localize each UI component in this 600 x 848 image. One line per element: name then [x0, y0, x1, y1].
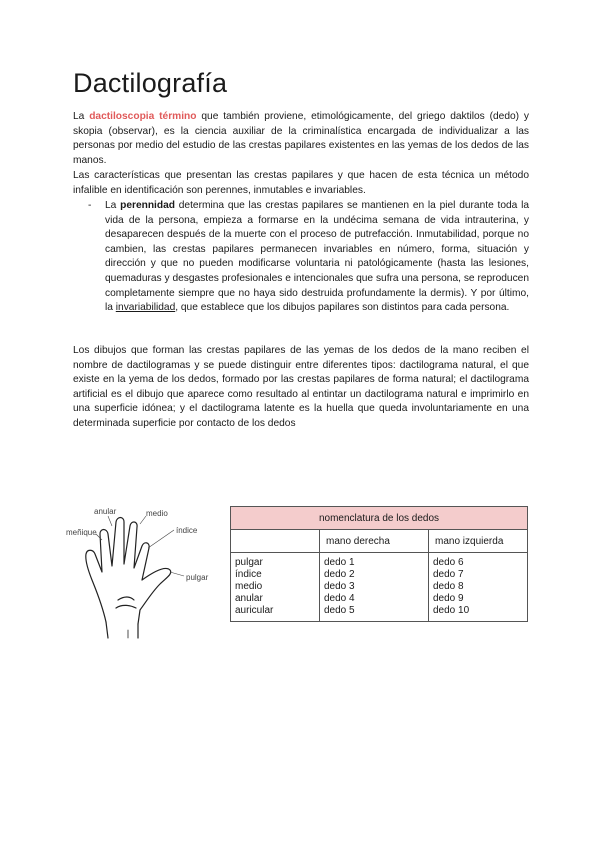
left-finger-number: dedo 9	[433, 593, 464, 604]
page-title: Dactilografía	[73, 68, 228, 98]
intro-pre: La	[73, 111, 90, 122]
right-finger-number: dedo 2	[324, 569, 355, 580]
right-finger-number: dedo 5	[324, 605, 355, 616]
hand-diagram	[66, 504, 226, 644]
finger-name: índice	[235, 569, 262, 580]
hand-label-indice: índice	[176, 526, 198, 535]
table-header-row	[231, 530, 528, 553]
table-header-right: mano derecha	[320, 530, 429, 553]
finger-name: pulgar	[235, 557, 263, 568]
bullet-mid: determina que las crestas papilares se mantienen en la piel durante toda la vida de la persona, empieza a formarse en la undécima semana de vida intrauterina, y desaparecen después de la muerte con el proceso de putrefacción. Inmutabilidad, porque no cambien, las crestas papilares permanecen invariables en número, forma, situación y dirección y que no pueden modificarse voluntaria ni patológicamente (hasta las lesiones, quemaduras y desgastes profesionales e intencionales que sufra una persona, se reproducen completamente siempre que no haya sido destruida profundamente la dermis). Y por último, la	[105, 200, 529, 314]
left-finger-number: dedo 8	[433, 581, 464, 592]
right-finger-number: dedo 3	[324, 581, 355, 592]
right-hand-cell	[320, 553, 429, 622]
left-finger-number: dedo 6	[433, 557, 464, 568]
bullet-post: , que establece que los dibujos papilares son distintos para cada persona.	[175, 302, 510, 314]
hand-label-menique: meñique	[66, 528, 97, 537]
left-finger-number: dedo 10	[433, 605, 470, 616]
intro-highlight: dactiloscopia término	[89, 111, 197, 122]
nomenclature-table	[230, 506, 528, 622]
table-header-left: mano izquierda	[429, 530, 528, 553]
left-hand-cell	[429, 553, 528, 622]
table-title: nomenclatura de los dedos	[231, 507, 528, 530]
left-finger-number: dedo 7	[433, 569, 464, 580]
fingers-cell	[231, 553, 320, 622]
finger-name: anular	[235, 593, 263, 604]
intro-paragraph	[73, 110, 529, 168]
hand-label-medio: medio	[146, 509, 168, 518]
intro-post: que también proviene, etimológicamente, del griego daktilos (dedo) y skopia (observar), es la ciencia auxiliar de la criminalística encargada de individualizar a las personas por medio del estudio de las crestas papilares existentes en las yemas de los dedos de las manos.	[73, 111, 530, 166]
hand-label-pulgar: pulgar	[186, 573, 209, 582]
dibujos-paragraph: Los dibujos que forman las crestas papilares de las yemas de los dedos de la mano reciben el nombre de dactilogramas y se puede distinguir entre diferentes tipos: dactilograma natural, el que existe en la yema de los dedos, formado por las crestas papilares de forma natural; el dactilograma artificial es el dibujo que aparece como resultado al entintar un dactilograma natural e imprimirlo en una superficie idónea; y el dactilograma latente es la huella que queda involuntariamente en una determinada superficie por contacto de los dedos	[73, 345, 529, 429]
table-header-empty	[231, 530, 320, 553]
perennidad-bullet	[88, 199, 529, 316]
right-finger-number: dedo 1	[324, 557, 355, 568]
table-title-row	[231, 507, 528, 530]
finger-name: medio	[235, 581, 263, 592]
bullet-text	[105, 199, 529, 316]
table-body-row	[231, 553, 528, 622]
bullet-underline-term: invariabilidad	[115, 302, 176, 314]
bullet-pre: La	[105, 200, 121, 211]
finger-name: auricular	[235, 605, 274, 616]
hand-outline	[86, 518, 171, 639]
hand-label-anular: anular	[94, 507, 117, 516]
characteristics-paragraph: Las características que presentan las crestas papilares y que hacen de esta técnica un método infalible en identificación son perennes, inmutables e invariables.	[73, 170, 529, 196]
right-finger-number: dedo 4	[324, 593, 355, 604]
bullet-dash: -	[88, 200, 92, 211]
bullet-bold-term: perennidad	[120, 200, 176, 211]
